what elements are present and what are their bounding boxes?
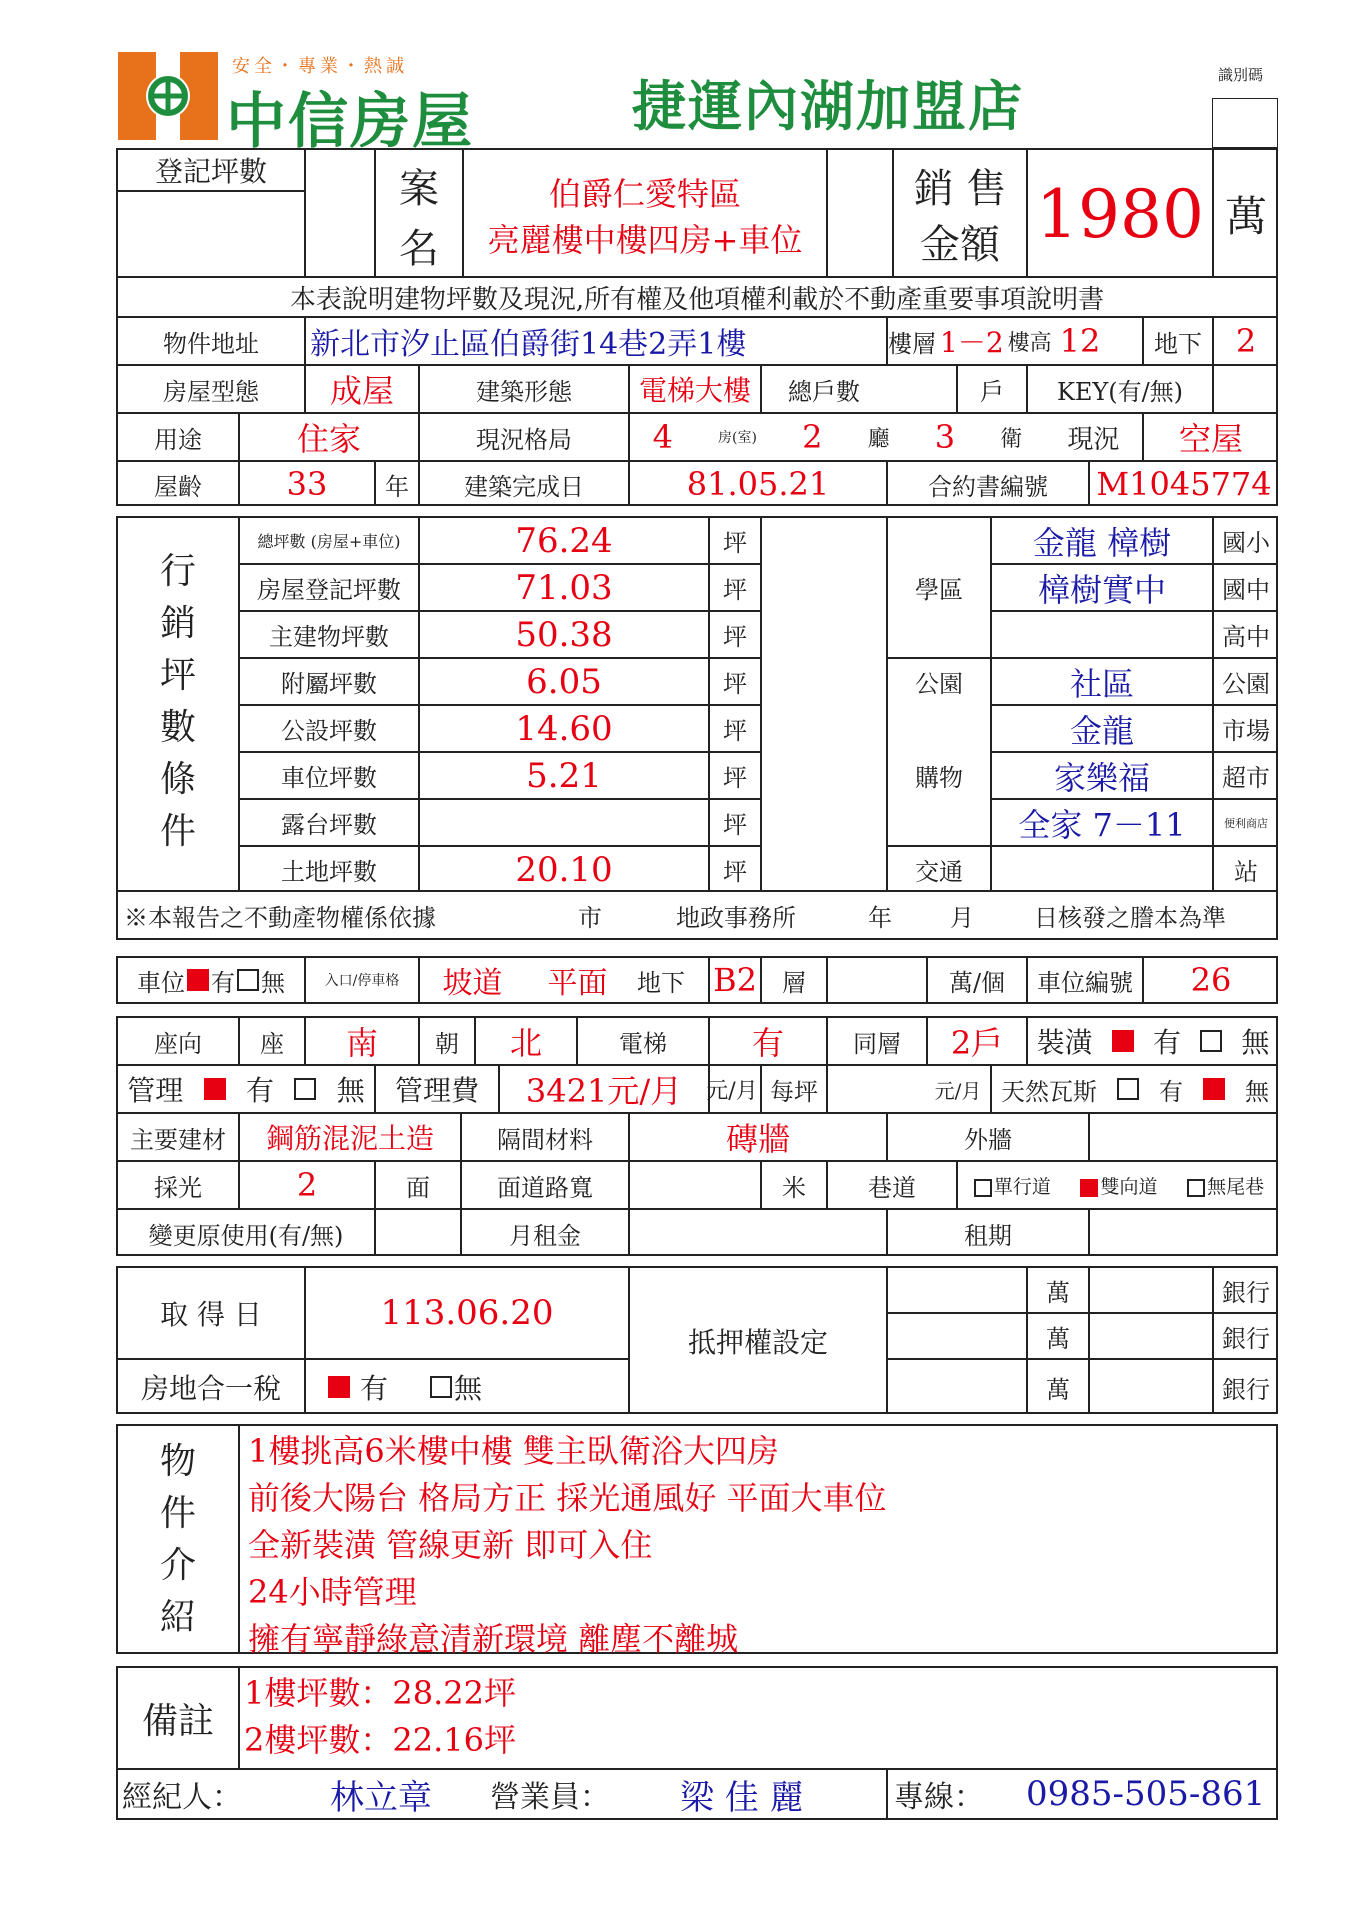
- registry-note-office: 地政事務所: [676, 903, 796, 932]
- gas-none-label: 無: [1245, 1077, 1269, 1106]
- parking-has-label: 有: [211, 968, 235, 997]
- price-unit: 萬: [1224, 192, 1267, 241]
- dead-end-checkbox[interactable]: [1187, 1179, 1205, 1197]
- nearby-value: 全家 7－11: [1018, 805, 1186, 844]
- id-code-box: [1212, 98, 1278, 148]
- address-value: 新北市汐止區伯爵街14巷2弄1樓: [310, 327, 747, 362]
- age-label: 屋齡: [154, 472, 202, 501]
- monthly-rent-label: 月租金: [509, 1221, 581, 1250]
- parking-none-checkbox[interactable]: [237, 969, 259, 991]
- intro-lines: [248, 1428, 887, 1663]
- tax-label: 房地合一稅: [140, 1372, 281, 1405]
- reg-area-label: 登記坪數: [154, 155, 267, 188]
- nearby-value: 金龍 樟樹: [1032, 523, 1172, 562]
- gas-label: 天然瓦斯: [1001, 1077, 1097, 1106]
- two-way-checkbox[interactable]: [1080, 1179, 1098, 1197]
- completion-label: 建築完成日: [464, 472, 584, 501]
- tax-none-checkbox[interactable]: [430, 1376, 452, 1398]
- management-label: 管理: [127, 1074, 184, 1107]
- school-label: 學區: [915, 576, 963, 604]
- parking-entry-label: 入口/停車格: [324, 973, 400, 989]
- halls-unit: 廳: [867, 426, 890, 452]
- area-row-unit: 坪: [723, 529, 747, 557]
- layout-label: 現況格局: [476, 425, 572, 454]
- age-value: 33: [286, 465, 328, 503]
- material-value: 鋼筋混泥土造: [265, 1122, 434, 1155]
- one-way-label: 單行道: [993, 1175, 1051, 1198]
- price-value: 1980: [1036, 175, 1204, 253]
- nearby-value: 社區: [1069, 664, 1134, 703]
- road-width-label: 面道路寬: [497, 1173, 593, 1202]
- area-row-unit: 坪: [723, 670, 747, 698]
- baths-value: 3: [934, 418, 956, 456]
- address-label: 物件地址: [163, 329, 259, 358]
- area-row-value: 6.05: [526, 661, 602, 702]
- intro-line: 24小時管理: [248, 1573, 417, 1611]
- exterior-label: 外牆: [964, 1125, 1012, 1154]
- area-row-value: 76.24: [515, 520, 613, 561]
- remarks-line: 2樓坪數：22.16坪: [244, 1721, 516, 1759]
- intro-label: 物 件 介 紹: [159, 1441, 196, 1638]
- seat-value: 南: [345, 1024, 378, 1062]
- decor-none-label: 無: [1241, 1026, 1270, 1059]
- management-per-ping: 每坪: [770, 1077, 818, 1106]
- shopping-label: 購物: [915, 764, 963, 792]
- baths-unit: 衛: [1000, 426, 1023, 452]
- management-fee-value: 3421元/月: [525, 1072, 683, 1110]
- area-row-unit: 坪: [723, 858, 747, 886]
- acquire-value: 113.06.20: [380, 1293, 554, 1333]
- mortgage-wan: 萬: [1046, 1375, 1070, 1404]
- parking-basement-label: 地下: [637, 968, 685, 997]
- case-name-line-1: 伯爵仁愛特區: [548, 175, 741, 213]
- area-section-label: 行 銷 坪 數 條 件: [159, 551, 196, 852]
- nearby-suffix: 高中: [1222, 623, 1270, 651]
- registry-note-city: 市: [578, 903, 602, 932]
- change-use-label: 變更原使用(有/無): [148, 1221, 344, 1250]
- area-row-unit: 坪: [723, 811, 747, 839]
- house-type-label: 房屋型態: [163, 377, 259, 406]
- area-row-label: 車位坪數: [281, 764, 377, 792]
- lighting-label: 採光: [154, 1173, 202, 1202]
- seat-label: 座: [260, 1029, 284, 1058]
- status-value: 空屋: [1178, 420, 1243, 458]
- halls-value: 2: [802, 418, 823, 456]
- households-label: 總戶數: [788, 377, 860, 406]
- brand-tagline: 安全・專業・熱誠: [232, 56, 408, 77]
- house-type-value: 成屋: [329, 372, 394, 410]
- rooms-value: 4: [652, 418, 673, 456]
- building-type-value: 電梯大樓: [638, 374, 751, 407]
- nearby-suffix: 國中: [1222, 576, 1270, 604]
- gas-has-label: 有: [1159, 1077, 1183, 1106]
- lane-label: 巷道: [868, 1173, 916, 1202]
- management-has-label: 有: [245, 1074, 274, 1107]
- store-name: 捷運內湖加盟店: [632, 75, 1024, 138]
- area-row-value: 14.60: [515, 708, 613, 749]
- face-value: 北: [509, 1024, 542, 1062]
- registry-note-month: 月: [950, 903, 974, 932]
- management-per-ping-unit: 元/月: [934, 1078, 982, 1103]
- notice-text: 本表說明建物坪數及現況,所有權及他項權利載於不動產重要事項說明書: [289, 284, 1105, 315]
- registry-note-suffix: 日核發之謄本為準: [1034, 903, 1226, 932]
- nearby-value: [992, 612, 1212, 657]
- logo-icon: [118, 52, 218, 140]
- management-none-checkbox[interactable]: [294, 1078, 316, 1100]
- park-label: 公園: [915, 670, 963, 698]
- nearby-value: 家樂福: [1053, 758, 1150, 797]
- tax-has-checkbox[interactable]: [328, 1376, 350, 1398]
- partition-value: 磚牆: [725, 1120, 790, 1158]
- case-name-line-2: 亮麗樓中樓四房+車位: [487, 221, 803, 259]
- contract-label: 合約書編號: [928, 472, 1048, 501]
- nearby-value: 金龍: [1069, 711, 1134, 750]
- two-way-label: 雙向道: [1100, 1175, 1158, 1198]
- registry-note-year: 年: [868, 903, 892, 932]
- partition-label: 隔間材料: [497, 1125, 593, 1154]
- parking-slot-type: 平面: [547, 966, 608, 1001]
- intro-line: 全新裝潢 管線更新 即可入住: [248, 1526, 653, 1564]
- face-label: 朝: [435, 1029, 459, 1058]
- same-floor-value: 2戶: [950, 1024, 1004, 1062]
- parking-entry-value: 坡道: [442, 966, 503, 1001]
- remarks-label: 備註: [141, 1700, 214, 1742]
- key-label: KEY(有/無): [1056, 377, 1184, 406]
- elevator-value: 有: [751, 1024, 784, 1062]
- nearby-suffix: 超市: [1222, 764, 1270, 792]
- area-row-unit: 坪: [723, 717, 747, 745]
- area-row-unit: 坪: [723, 623, 747, 651]
- id-code-label: 識別碼: [1218, 66, 1264, 84]
- agent-label: 經紀人：: [122, 1780, 242, 1815]
- tax-has-label: 有: [360, 1372, 389, 1405]
- lighting-value: 2: [296, 1166, 318, 1204]
- nearby-suffix: 市場: [1222, 717, 1270, 745]
- usage-label: 用途: [154, 425, 202, 454]
- facing-label: 座向: [154, 1029, 202, 1058]
- floor-label: 樓層: [888, 329, 936, 358]
- nearby-suffix: 公園: [1222, 670, 1270, 698]
- usage-value: 住家: [296, 420, 361, 458]
- price-label-1: 銷 售: [913, 165, 1007, 212]
- parking-label: 車位: [137, 968, 185, 997]
- road-width-unit: 米: [782, 1173, 806, 1202]
- completion-value: 81.05.21: [686, 465, 830, 503]
- sales-name: 梁 佳 麗: [680, 1777, 804, 1818]
- parking-level: B2: [713, 961, 757, 999]
- nearby-value: 樟樹實中: [1037, 570, 1166, 609]
- case-label-1: 案: [399, 165, 439, 212]
- area-row-label: 房屋登記坪數: [257, 576, 401, 604]
- height-label: 樓高: [1007, 330, 1052, 356]
- agent-name: 林立章: [330, 1777, 432, 1818]
- management-fee-unit: 元/月: [706, 1078, 758, 1104]
- nearby-suffix: 站: [1234, 858, 1258, 886]
- nearby-suffix: 國小: [1222, 529, 1270, 557]
- phone-value[interactable]: 0985-505-861: [1026, 1774, 1266, 1814]
- parking-number-label: 車位編號: [1037, 968, 1133, 997]
- mortgage-wan: 萬: [1046, 1278, 1070, 1307]
- decor-label: 裝潢: [1036, 1026, 1093, 1059]
- parking-number: 26: [1190, 961, 1232, 999]
- area-row-value: 5.21: [526, 755, 602, 796]
- height-value: 12: [1059, 322, 1101, 360]
- intro-line: 前後大陽台 格局方正 採光通風好 平面大車位: [248, 1479, 887, 1517]
- decor-has-checkbox[interactable]: [1112, 1030, 1134, 1052]
- price-label-2: 金額: [920, 221, 1000, 268]
- parking-level-unit: 層: [782, 968, 806, 997]
- status-label: 現況: [1067, 424, 1120, 455]
- area-row-label: 附屬坪數: [281, 670, 377, 698]
- area-row-value: 20.10: [515, 849, 613, 890]
- acquire-label: 取 得 日: [160, 1298, 262, 1331]
- parking-has-checkbox[interactable]: [187, 969, 209, 991]
- same-floor-label: 同層: [853, 1029, 901, 1058]
- area-row-label: 主建物坪數: [269, 623, 389, 651]
- area-row-label: 公設坪數: [281, 717, 377, 745]
- case-label-2: 名: [399, 225, 439, 272]
- phone-label: 專線：: [894, 1780, 984, 1815]
- basement-value: 2: [1235, 322, 1257, 360]
- brand-name: 中信房屋: [226, 87, 474, 157]
- mortgage-wan: 萬: [1046, 1324, 1070, 1353]
- households-unit: 戶: [980, 377, 1004, 406]
- material-label: 主要建材: [130, 1125, 226, 1154]
- management-has-checkbox[interactable]: [204, 1078, 226, 1100]
- area-row-label: 總坪數 (房屋+車位): [257, 532, 401, 551]
- lighting-unit: 面: [406, 1173, 430, 1202]
- mortgage-bank: 銀行: [1222, 1278, 1270, 1307]
- contract-value: M1045774: [1096, 465, 1272, 503]
- nearby-suffix: 便利商店: [1224, 816, 1268, 830]
- remarks-lines: [244, 1670, 516, 1764]
- one-way-checkbox[interactable]: [974, 1179, 992, 1197]
- intro-line: 1樓挑高6米樓中樓 雙主臥衛浴大四房: [248, 1432, 779, 1470]
- decor-none-checkbox[interactable]: [1200, 1030, 1222, 1052]
- rent-period-label: 租期: [964, 1221, 1012, 1250]
- age-unit: 年: [385, 472, 409, 501]
- sales-label: 營業員：: [490, 1780, 610, 1815]
- remarks-line: 1樓坪數：28.22坪: [244, 1674, 516, 1712]
- registry-note-prefix: ※本報告之不動產物權係依據: [124, 903, 436, 932]
- area-row-value: 71.03: [515, 567, 613, 608]
- parking-none-label: 無: [261, 968, 285, 997]
- elevator-label: 電梯: [619, 1029, 667, 1058]
- area-row-unit: 坪: [723, 764, 747, 792]
- decor-has-label: 有: [1152, 1026, 1181, 1059]
- mortgage-bank: 銀行: [1222, 1375, 1270, 1404]
- rooms-unit: 房(室): [718, 430, 757, 446]
- area-row-unit: 坪: [723, 576, 747, 604]
- mortgage-label: 抵押權設定: [687, 1326, 828, 1359]
- basement-label: 地下: [1154, 329, 1202, 358]
- intro-line: 擁有寧靜綠意清新環境 離塵不離城: [248, 1620, 739, 1658]
- tax-none-label: 無: [454, 1372, 483, 1405]
- management-fee-label: 管理費: [394, 1074, 479, 1107]
- floor-value: 1－2: [940, 326, 1004, 359]
- traffic-label: 交通: [915, 858, 963, 886]
- area-row-label: 土地坪數: [281, 858, 377, 886]
- building-type-label: 建築形態: [476, 377, 572, 406]
- area-row-value: [420, 800, 708, 845]
- management-none-label: 無: [336, 1074, 365, 1107]
- nearby-value: [992, 847, 1212, 892]
- parking-price-unit: 萬/個: [948, 968, 1006, 997]
- gas-has-checkbox[interactable]: [1117, 1078, 1139, 1100]
- area-row-label: 露台坪數: [281, 811, 377, 839]
- gas-none-checkbox[interactable]: [1203, 1078, 1225, 1100]
- dead-end-label: 無尾巷: [1207, 1175, 1265, 1198]
- mortgage-bank: 銀行: [1222, 1324, 1270, 1353]
- area-row-value: 50.38: [515, 614, 613, 655]
